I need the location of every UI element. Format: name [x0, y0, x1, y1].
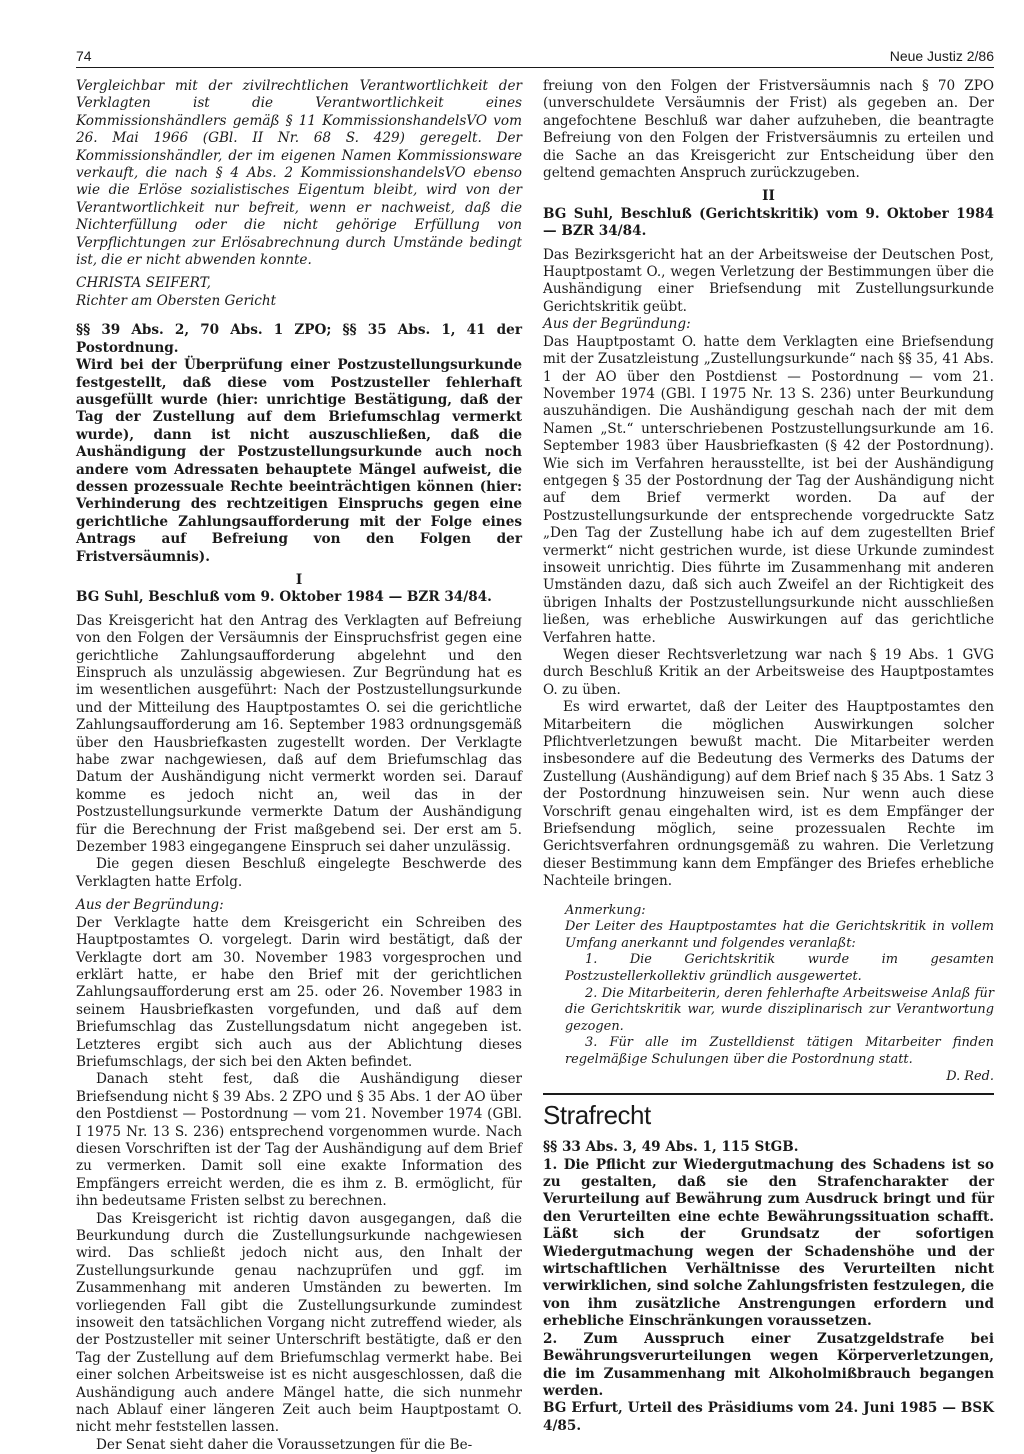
left-column	[76, 78, 522, 1454]
headnote: 1. Die Pflicht zur Wiedergutmachung des Schadens ist so zu gestalten, daß sie den Strafencharakter der Verurteilung auf Bewährung zum Ausdruck bringt und für den Verurteilten eine echte Bewährungssituation schafft. Läßt sich der Grundsatz der sofortigen Wiedergutmachung wegen der Schadenshöhe und der wirtschaftlichen Verhältnisse des Verurteilten nicht verwirklichen, sind solche Zahlungsfristen festzulegen, die von ihm zusätzliche Anstrengungen erfordern und erhebliche Einschränkungen voraussetzen.	[543, 1156, 994, 1330]
section-numeral: II	[762, 188, 775, 205]
body-paragraph: freiung von den Folgen der Fristversäumnis nach § 70 ZPO (unverschuldete Versäumnis der Frist) als gegeben an. Der angefochtene Beschluß war daher aufzuheben, die beantragte Befreiung von den Folgen der Fristversäumnis zu erteilen und die Sache an das Kreisgericht zur Entscheidung über den geltend gemachten Anspruch zurückzugeben.	[543, 78, 994, 182]
headnote: Wird bei der Überprüfung einer Postzustellungsurkunde festgestellt, daß diese vom Postzusteller fehlerhaft ausgefüllt wurde (hier: unrichtige Bestätigung, daß der Tag der Zustellung auf dem Briefumschlag vermerkt wurde), dann ist nicht auszuschließen, daß die Aushändigung der Postzustellungsurkunde auch noch andere vom Adressaten behauptete Mängel aufweist, die dessen prozessuale Rechte beeinträchtigen können (hier: Verhinderung des rechtzeitigen Einspruchs gegen eine gerichtliche Zahlungsaufforderung mit der Folge eines Antrags auf Befreiung von den Folgen der Fristversäumnis).	[76, 357, 522, 565]
body-paragraph: Der Senat sieht daher die Voraussetzungen für die Be-	[96, 1436, 473, 1453]
remark-item: 1. Die Gerichtskritik wurde im gesamten Postzustellerkollektiv gründlich ausgewertet.	[565, 952, 994, 985]
section-numeral: I	[295, 571, 303, 588]
right-column	[543, 78, 994, 1435]
body-paragraph: Danach steht fest, daß die Aushändigung dieser Briefsendung nicht § 39 Abs. 2 ZPO und § 35 Abs. 1 der AO über den Postdienst — Postordnung — vom 21. November 1974 (GBl. I 1975 Nr. 13 S. 236) entsprechend vorgenommen wurde. Nach diesen Vorschriften ist der Tag der Aushändigung auf dem Brief zu vermerken. Damit soll eine exakte Information des Empfängers erreicht werden, die es ihm z. B. ermöglicht, für ihn bedeutsame Fristen selbst zu berechnen.	[76, 1071, 522, 1210]
decision-citation: BG Erfurt, Urteil des Präsidiums vom 24. Juni 1985 — BSK 4/85.	[543, 1400, 994, 1434]
reasons-label: Aus der Begründung:	[543, 316, 691, 333]
body-paragraph: Das Kreisgericht ist richtig davon ausgegangen, daß die Beurkundung durch die Zustellungsurkunde nachgewiesen wird. Das schließt jedoch nicht aus, den Inhalt der Zustellungsurkunde genau nachzuprüfen und ggf. im Zusammenhang mit anderen Umständen zu bewerten. Im vorliegenden Fall gibt die Zustellungsurkunde zumindest insoweit den tatsächlichen Vorgang nicht zutreffend wieder, als der Postzusteller mit seiner Unterschrift bestätigte, daß er den Tag der Zustellung auf dem Briefumschlag vermerkt habe. Bei einer solchen Arbeitsweise ist es nicht ausgeschlossen, daß die Aushändigung auch andere Mängel hatte, die sich nunmehr nach Ablauf einer längeren Zeit auch beim Hauptpostamt O. nicht mehr feststellen lassen.	[76, 1210, 522, 1436]
decision-citation: BG Suhl, Beschluß (Gerichtskritik) vom 9. Oktober 1984 — BZR 34/84.	[543, 205, 994, 240]
reasons-label: Aus der Begründung:	[76, 897, 224, 914]
header-rule	[76, 67, 994, 68]
body-paragraph: Wegen dieser Rechtsverletzung war nach § 19 Abs. 1 GVG durch Beschluß Kritik an der Arbeitsweise des Hauptpostamtes O. zu üben.	[543, 647, 994, 698]
headnote: 2. Zum Ausspruch einer Zusatzgeldstrafe bei Bewährungsverurteilungen wegen Körperverletzungen, die im Zusammenhang mit Alkoholmißbrauch begangen werden.	[543, 1330, 994, 1399]
body-paragraph: Der Verklagte hatte dem Kreisgericht ein Schreiben des Hauptpostamtes O. vorgelegt. Darin wird bestätigt, daß der Verklagte dort am 30. November 1983 vorgesprochen und erklärt hatte, er habe den Brief mit der gerichtlichen Zahlungsaufforderung erst am 25. oder 26. November 1983 in seinem Hausbriefkasten vorgefunden, und daß auf dem Briefumschlag das Zustellungsdatum nicht angegeben ist. Letzteres ergibt sich auch aus der Ablichtung dieses Briefumschlags, der sich bei den Akten befindet.	[76, 914, 522, 1070]
body-paragraph: Es wird erwartet, daß der Leiter des Hauptpostamtes den Mitarbeitern die möglichen Auswirkungen solcher Pflichtverletzungen bewußt macht. Die Mitarbeiter werden insbesondere auf die Bedeutung des Vermerks des Datums der Zustellung (Aushändigung) auf dem Brief nach § 35 Abs. 1 Satz 3 der Postordnung hinzuweisen sein. Nur wenn auch diese Vorschrift genau eingehalten wird, ist es dem Empfänger der Briefsendung möglich, seine prozessualen Rechte im Gerichtsverfahren ordnungsgemäß zu wahren. Die Verletzung dieser Bestimmung kann dem Empfänger des Briefes erhebliche Nachteile bringen.	[543, 699, 994, 890]
author-title: Richter am Obersten Gericht	[76, 292, 277, 309]
remark-label: Anmerkung:	[565, 902, 646, 918]
remark-item: 3. Für alle im Zustelldienst tätigen Mitarbeiter finden regelmäßige Schulungen über die Postordnung statt.	[565, 1035, 994, 1068]
page-number: 74	[76, 48, 92, 64]
section-rule	[543, 1093, 994, 1095]
intro-paragraph: Vergleichbar mit der zivilrechtlichen Verantwortlichkeit der Verklagten ist die Verantwortlichkeit eines Kommissionshändlers gemäß § 11 KommissionshandelsVO vom 26. Mai 1966 (GBl. II Nr. 68 S. 429) geregelt. Der Kommissionshändler, der im eigenen Namen Kommissionsware verkauft, die nach § 4 Abs. 2 KommissionshandelsVO ebenso wie die Erlöse sozialistisches Eigentum bleibt, wird von der Verantwortlichkeit nur befreit, wenn er nachweist, daß die Nichterfüllung oder die nicht gehörige Erfüllung von Verpflichtungen zur Erlösabrechnung durch Umstände bedingt ist, die er nicht abwenden konnte.	[76, 78, 522, 269]
remark-signature: D. Red.	[946, 1068, 994, 1084]
body-paragraph: Das Bezirksgericht hat an der Arbeitsweise der Deutschen Post, Hauptpostamt O., wegen Verletzung der Bestimmungen über die Aushändigung einer Briefsendung mit Zustellungsurkunde Gerichtskritik geübt.	[543, 246, 994, 315]
section-heading: Strafrecht	[543, 1100, 651, 1131]
body-paragraph: Das Hauptpostamt O. hatte dem Verklagten eine Briefsendung mit der Zusatzleistung „Zustellungsurkunde“ nach §§ 35, 41 Abs. 1 der AO über den Postdienst — Postordnung — vom 21. November 1974 (GBl. I 1975 Nr. 13 S. 236) unter Beurkundung auszuhändigen. Die Aushändigung geschah nach der mit dem Namen „St.“ unterschriebenen Postzustellungsurkunde am 16. September 1983 über Hausbriefkasten (§ 42 der Postordnung). Wie sich im Verfahren herausstellte, ist bei der Aushändigung entgegen § 35 der Postordnung der Tag der Aushändigung nicht auf dem Brief vermerkt worden. Da auf der Postzustellungsurkunde der entsprechende vorgedruckte Satz „Den Tag der Zustellung habe ich auf dem zugestellten Brief vermerkt“ nicht gestrichen wurde, ist diese Urkunde zumindest insoweit unrichtig. Dies führte im Zusammenhang mit anderen Umständen dazu, daß sich auch Zweifel an der Richtigkeit des übrigen Inhalts der Postzustellungsurkunde nicht ausschließen ließen, was erhebliche Auswirkungen auf das gerichtliche Verfahren hatte.	[543, 333, 994, 646]
remark-item: 2. Die Mitarbeiterin, deren fehlerhafte Arbeitsweise Anlaß für die Gerichtskritik war, wurde disziplinarisch zur Verantwortung gezogen.	[565, 985, 994, 1034]
body-paragraph: Das Kreisgericht hat den Antrag des Verklagten auf Befreiung von den Folgen der Versäumnis der Einspruchsfrist gegen eine gerichtliche Zahlungsaufforderung abgelehnt und den Einspruch als unzulässig abgewiesen. Zur Begründung hat es im wesentlichen ausgeführt: Nach der Postzustellungsurkunde und der Mitteilung des Hauptpostamtes O. sei die gerichtliche Zahlungsaufforderung am 16. September 1983 ordnungsgemäß über den Hausbriefkasten zugestellt worden. Der Verklagte habe zwar nachgewiesen, daß auf dem Briefumschlag das Datum der Aushändigung nicht vermerkt worden sei. Darauf komme es jedoch nicht an, weil das in der Postzustellungsurkunde vermerkte Datum der Aushändigung für die Berechnung der Frist maßgebend sei. Der erst am 5. Dezember 1983 eingegangene Einspruch sei daher unzulässig.	[76, 612, 522, 856]
norm-references: §§ 39 Abs. 2, 70 Abs. 1 ZPO; §§ 35 Abs. 1, 41 der Postordnung.	[76, 322, 522, 356]
editorial-remark	[565, 903, 994, 1086]
body-paragraph: Die gegen diesen Beschluß eingelegte Beschwerde des Verklagten hatte Erfolg.	[76, 856, 522, 890]
remark-intro: Der Leiter des Hauptpostamtes hat die Gerichtskritik in vollem Umfang anerkannt und folgendes veranlaßt:	[565, 919, 994, 951]
running-header	[0, 44, 1024, 68]
author-name: CHRISTA SEIFERT,	[76, 275, 211, 292]
norm-references: §§ 33 Abs. 3, 49 Abs. 1, 115 StGB.	[543, 1139, 799, 1156]
journal-issue: Neue Justiz 2/86	[889, 48, 994, 64]
decision-citation: BG Suhl, Beschluß vom 9. Oktober 1984 — BZR 34/84.	[76, 589, 492, 606]
